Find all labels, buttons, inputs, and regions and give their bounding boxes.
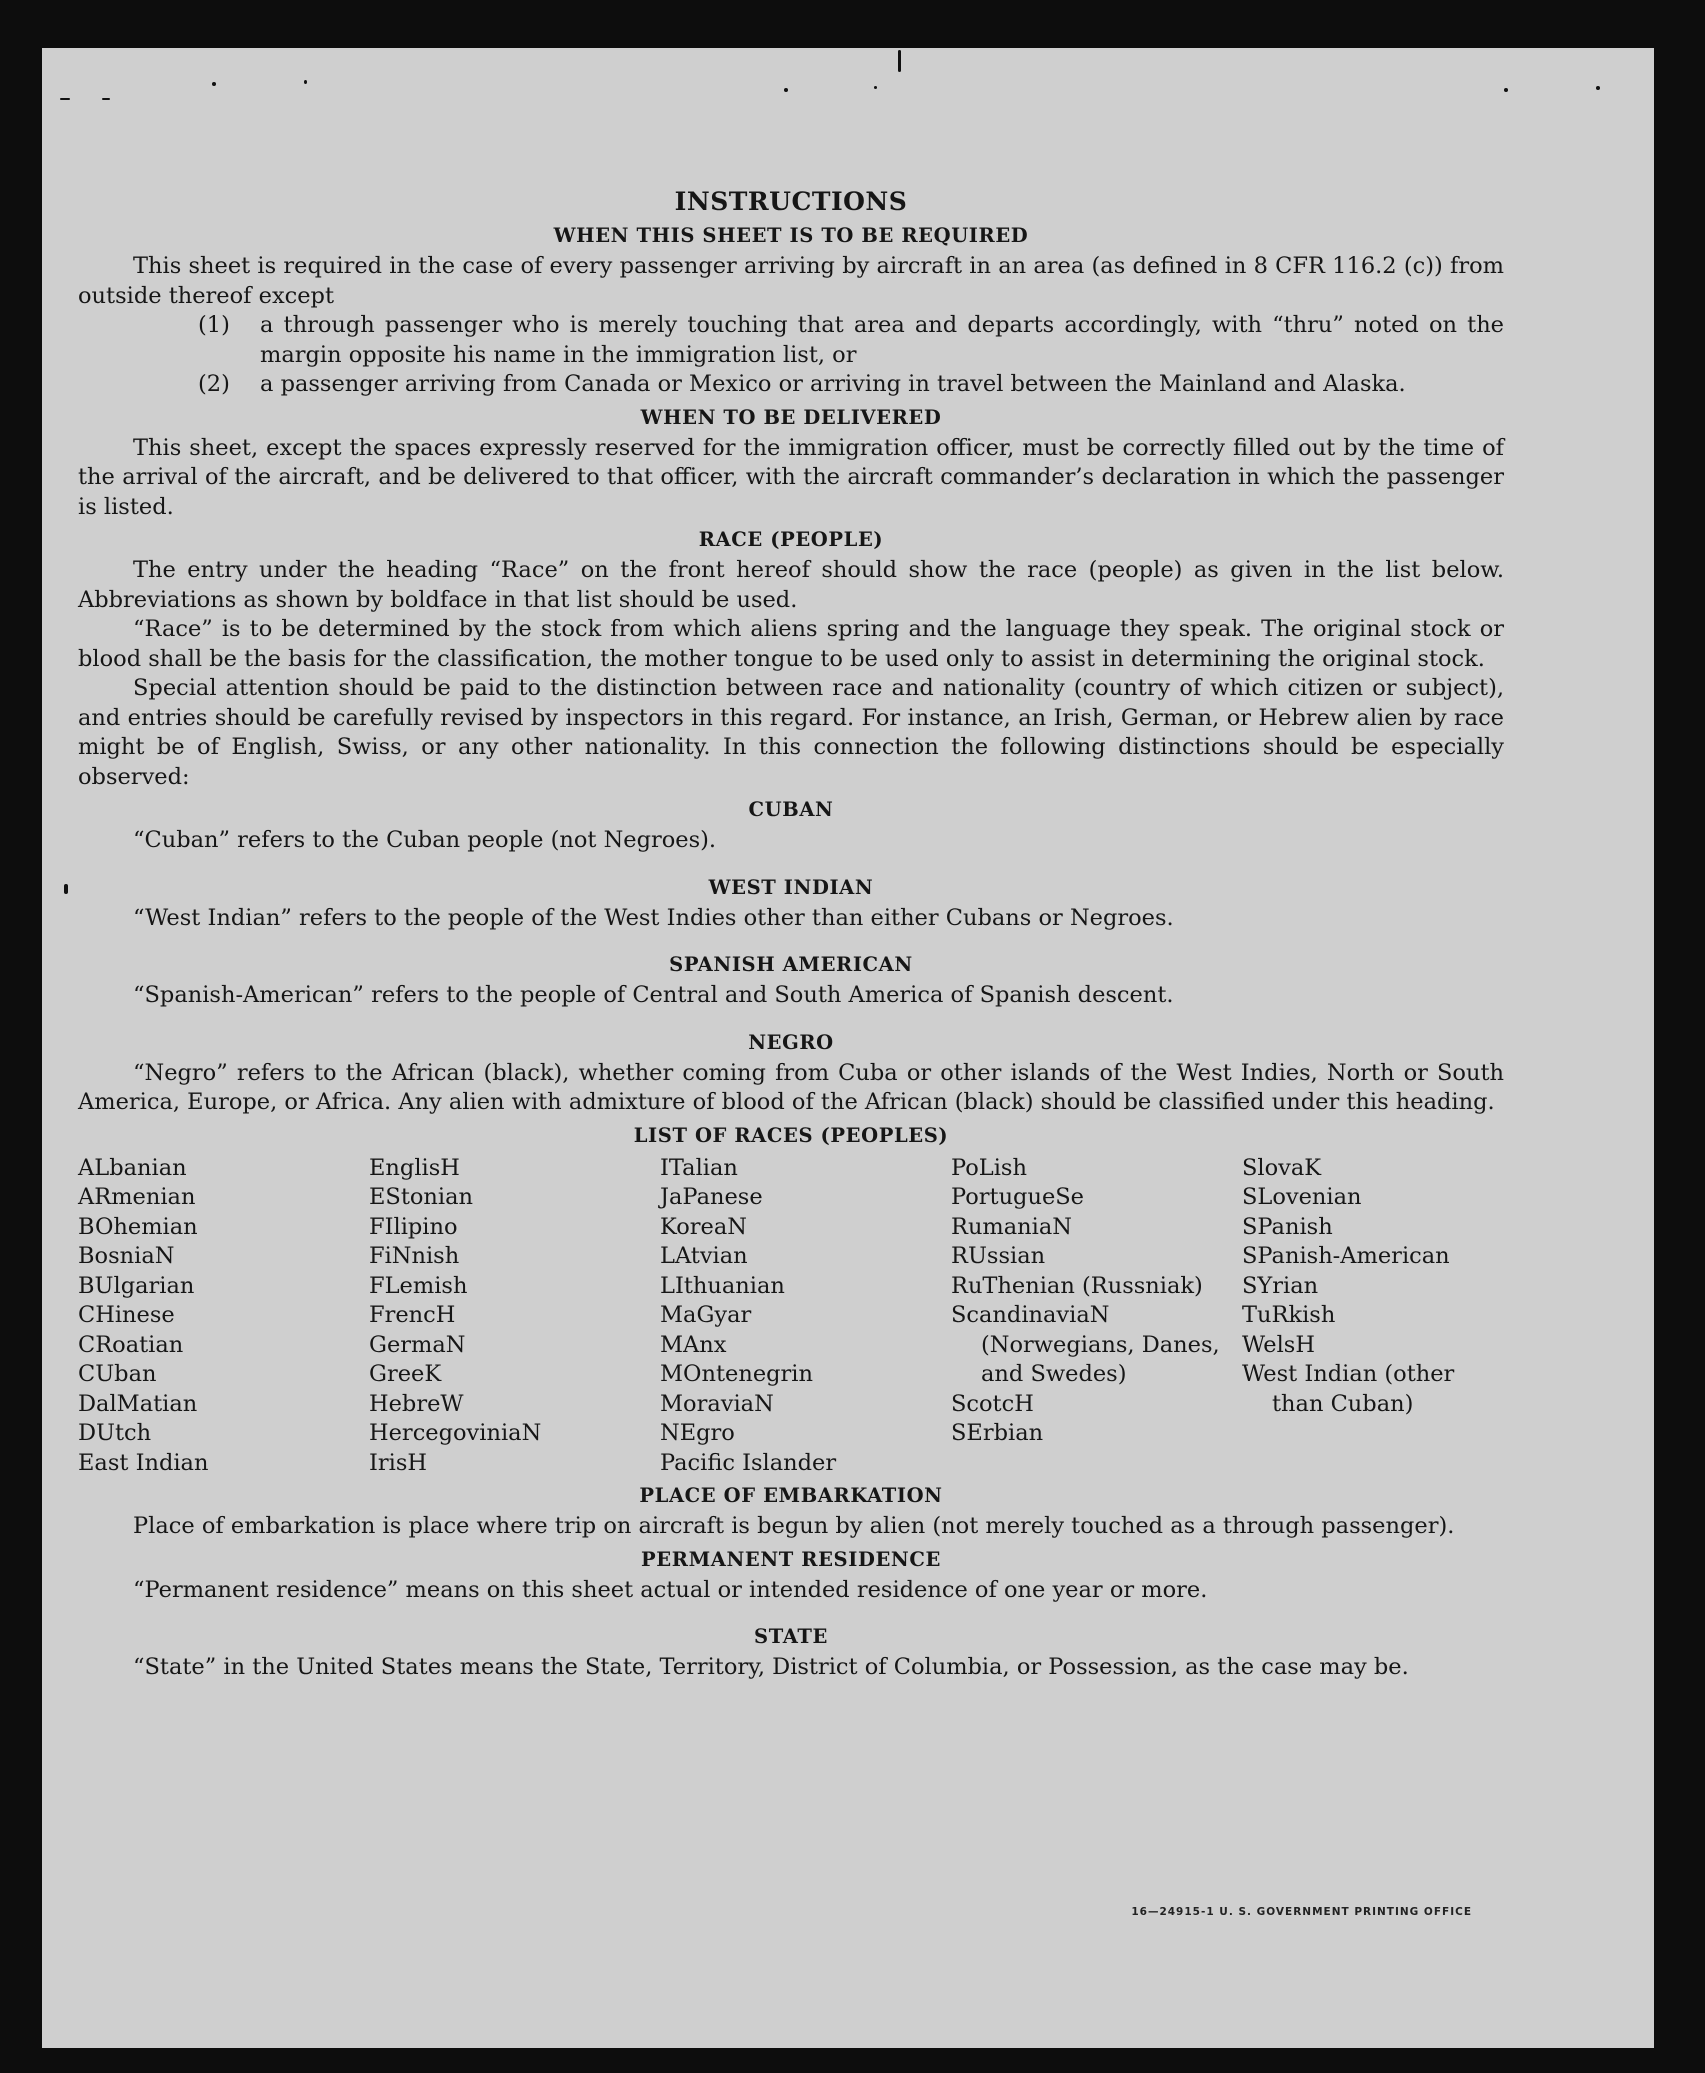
race-entry: IrisH [369,1449,428,1476]
cuban-definition: “Cuban” refers to the Cuban people (not Negroes). [133,827,717,853]
west-indian-definition: “West Indian” refers to the people of the West Indies other than either Cubans or Negroes. [133,904,1174,931]
exception-number: (2) [198,371,230,397]
section-heading-embarkation: PLACE OF EMBARKATION [639,1484,943,1507]
spanish-american-definition: “Spanish-American” refers to the people of Central and South America of Spanish descent. [133,982,1174,1008]
race-entry: MOntenegrin [660,1361,813,1387]
section-heading-race: RACE (PEOPLE) [698,528,884,551]
paper-speck [304,80,307,84]
paper-speck [212,82,216,86]
race-entry: ITalian [660,1154,738,1181]
races-list [78,1154,1504,1479]
section-spacer [78,1011,1504,1025]
races-list-heading: LIST OF RACES (PEOPLES) [633,1123,949,1147]
section-heading-state: STATE [754,1625,828,1648]
race-entry: ALbanian [78,1154,187,1181]
race-entry: SErbian [951,1420,1044,1446]
race-entry: BUlgarian [78,1272,195,1299]
instructions-content [78,186,1504,1683]
race-entry: CHinese [78,1302,175,1328]
section-spacer [78,933,1504,947]
race-entry: DUtch [78,1420,152,1446]
race-entry: CUban [78,1361,157,1387]
paper-speck [102,98,110,100]
race-entry: HebreW [369,1390,464,1417]
race-entry: SYrian [1242,1272,1319,1299]
race-paragraph-1: The entry under the heading “Race” on the front hereof should show the race (people) as given in the list below. Abbreviations as shown by boldface in that list should be used. [78,557,1504,613]
race-entry: MaGyar [660,1302,752,1328]
embarkation-text: Place of embarkation is place where trip on aircraft is begun by alien (not merely touched as a through passenger). [133,1513,1455,1539]
race-entry: MAnx [660,1331,727,1358]
race-entry: West Indian (other than Cuban) [1242,1361,1455,1417]
race-entry: CRoatian [78,1331,184,1358]
exception-number: (1) [198,312,230,338]
page-title: INSTRUCTIONS [674,187,908,216]
section-spacer [78,1605,1504,1619]
races-column-2 [369,1154,660,1479]
section-heading-west-indian: WEST INDIAN [708,875,874,899]
race-entry: BOhemian [78,1213,198,1240]
race-entry: EStonian [369,1184,474,1210]
races-column-5 [1242,1154,1504,1479]
races-column-1 [78,1154,369,1479]
race-entry: GermaN [369,1331,466,1358]
race-entry: RUssian [951,1243,1046,1269]
race-entry: KoreaN [660,1213,747,1240]
section-spacer [78,856,1504,870]
races-column-4 [951,1154,1242,1479]
exception-item-2 [198,370,1504,400]
paper-speck [784,88,788,92]
paper-speck [60,98,70,100]
race-entry: FLemish [369,1272,468,1299]
race-entry: FiNnish [369,1243,460,1269]
race-entry: LIthuanian [660,1272,785,1299]
race-entry: SLovenian [1242,1184,1362,1210]
exception-text: a passenger arriving from Canada or Mexico or arriving in travel between the Mainland and Alaska. [260,371,1406,397]
residence-text: “Permanent residence” means on this sheet actual or intended residence of one year or more. [133,1576,1208,1603]
race-entry: PortugueSe [951,1184,1085,1210]
race-entry: RumaniaN [951,1213,1072,1240]
race-entry: HercegoviniaN [369,1420,542,1446]
exception-item-1 [198,311,1504,370]
race-entry: EnglisH [369,1154,460,1181]
section-heading-residence: PERMANENT RESIDENCE [641,1547,941,1571]
race-entry: East Indian [78,1449,209,1476]
race-entry: RuThenian (Russniak) [951,1272,1203,1299]
section-heading-spanish-american: SPANISH AMERICAN [669,953,913,976]
section-heading-required: WHEN THIS SHEET IS TO BE REQUIRED [553,224,1029,247]
section-heading-negro: NEGRO [748,1030,834,1054]
race-entry: ScandinaviaN (Norwegians, Danes, and Swedes) [951,1302,1220,1387]
race-entry: DalMatian [78,1390,198,1417]
race-entry: FIlipino [369,1213,458,1240]
race-entry: LAtvian [660,1243,748,1269]
race-entry: Pacific Islander [660,1449,837,1476]
exception-text: a through passenger who is merely touching that area and departs accordingly, with “thru” noted on the margin opposite his name in the immigration list, or [260,312,1504,368]
race-entry: MoraviaN [660,1390,774,1417]
paper-speck [898,50,901,72]
race-entry: NEgro [660,1420,735,1446]
required-intro: This sheet is required in the case of every passenger arriving by aircraft in an area (as defined in 8 CFR 116.2 (c)) from outside thereof except [78,253,1504,309]
race-entry: SPanish-American [1242,1243,1450,1269]
document-page [42,48,1654,2048]
race-entry: JaPanese [660,1184,763,1210]
section-heading-delivered: WHEN TO BE DELIVERED [640,405,942,429]
race-entry: PoLish [951,1154,1027,1181]
races-column-3 [660,1154,951,1479]
state-text: “State” in the United States means the State, Territory, District of Columbia, or Possession, as the case may be. [133,1654,1409,1680]
section-heading-cuban: CUBAN [748,798,834,821]
race-entry: TuRkish [1242,1302,1336,1328]
paper-speck [1596,86,1600,90]
race-paragraph-3: Special attention should be paid to the distinction between race and nationality (country of which citizen or subject), and entries should be carefully revised by inspectors in this regard. For instance, an Irish, German, or Hebrew alien by race might be of English, Swiss, or any other nationality. In this connection the following distinctions should be especially observed: [78,675,1504,790]
paper-speck [1504,88,1508,92]
race-entry: WelsH [1242,1331,1315,1358]
race-paragraph-2: “Race” is to be determined by the stock from which aliens spring and the language they speak. The original stock or blood shall be the basis for the classification, the mother tongue to be used only to assist in determining the original stock. [78,616,1504,672]
delivered-text: This sheet, except the spaces expressly reserved for the immigration officer, must be correctly filled out by the time of the arrival of the aircraft, and be delivered to that officer, with the aircraft commander’s declaration in which the passenger is listed. [78,434,1504,520]
race-entry: FrencH [369,1302,456,1328]
printer-imprint: 16—24915-1 U. S. GOVERNMENT PRINTING OFFICE [1131,1906,1472,1918]
race-entry: SPanish [1242,1213,1333,1240]
paper-speck [64,884,68,894]
race-entry: ScotcH [951,1390,1034,1417]
paper-speck [874,86,877,89]
race-entry: GreeK [369,1361,442,1387]
race-entry: BosniaN [78,1243,175,1269]
negro-definition: “Negro” refers to the African (black), whether coming from Cuba or other islands of the West Indies, North or South America, Europe, or Africa. Any alien with admixture of blood of the African (black) should be classified under this heading. [78,1059,1504,1115]
race-entry: ARmenian [78,1184,196,1210]
race-entry: SlovaK [1242,1154,1322,1181]
